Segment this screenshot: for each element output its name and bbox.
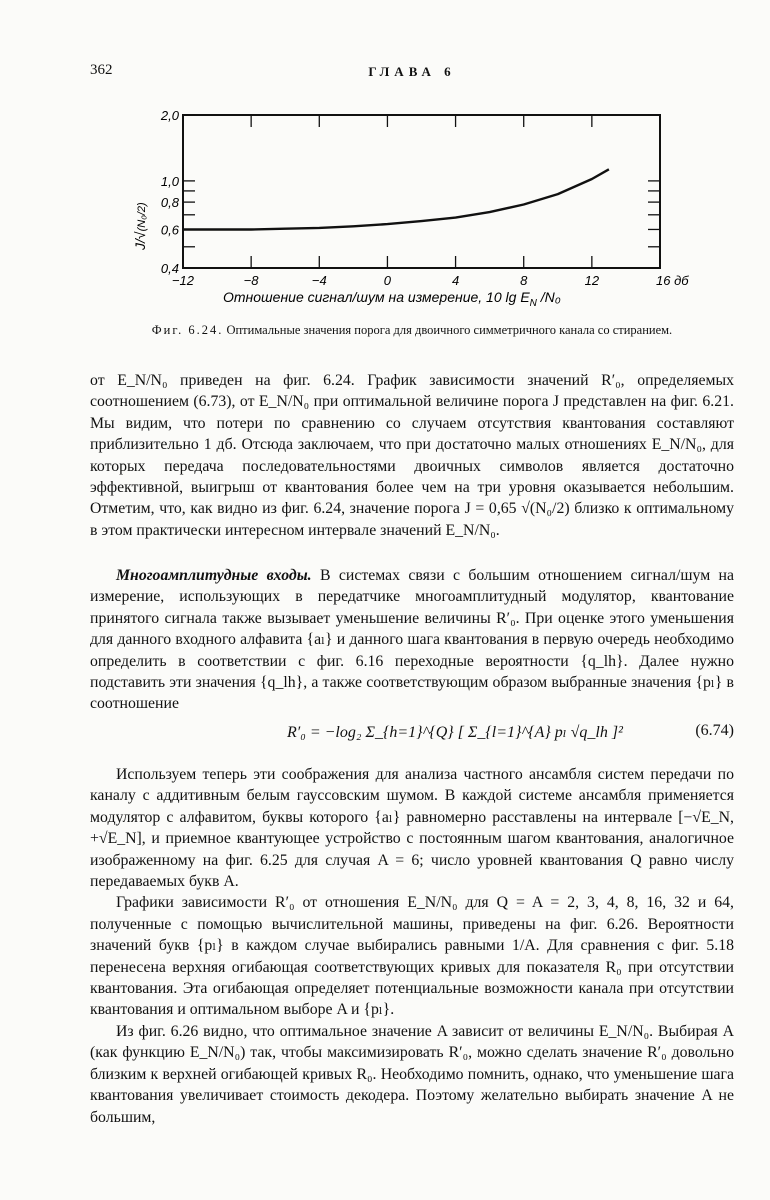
section-heading: Многоамплитудные входы. xyxy=(116,567,312,584)
y-axis-label xyxy=(132,202,148,251)
figure-caption-text: Оптимальные значения порога для двоичного симметричного канала со стиранием. xyxy=(226,323,673,337)
plot-frame xyxy=(183,115,660,268)
equation-6-74 xyxy=(90,714,734,758)
y-tick-label: 0,6 xyxy=(160,222,179,238)
x-tick-label: 4 xyxy=(451,273,460,288)
x-tick-label: 0 xyxy=(383,273,392,288)
x-tick-label: −4 xyxy=(311,273,327,288)
chapter-title: ГЛАВА 6 xyxy=(368,64,456,79)
paragraph-1 xyxy=(90,370,734,541)
paragraph-5: Из фиг. 6.26 видно, что оптимальное значение A зависит от величины E_N/N₀. Выбирая A (как функцию E_N/N₀) так, чтобы максимизировать R′₀, можно сделать значение R′₀ довольно близким к верхней огибающей кривых R₀. Необходимо помнить, однако, что уменьшение шага квантования увеличивает стоимость декодера. Поэтому желательно выбирать значение A не большим, xyxy=(90,1022,734,1126)
paragraph-1-text: от E_N/N₀ приведен на фиг. 6.24. График зависимости значений R′₀, определяемых соотношением (6.73), от E_N/N₀ при оптимальной величине порога J представлен на фиг. 6.21. Мы видим, что потери по сравнению со случаем отсутствия квантования составляют приблизительно 1 дб. Отсюда заключаем, что при достаточно малых отношениях E_N/N₀, для которых передача последовательностями двоичных символов является достаточно эффективной, выигрыш от квантования более чем на три уровня оказывается небольшим. Отметим, что, как видно из фиг. 6.24, значение порога J = 0,65 √(N₀/2) близко к оптимальному в этом практически интересном интервале значений E_N/N₀. xyxy=(90,372,734,539)
y-tick-label: 0,4 xyxy=(160,261,179,276)
x-tick-label: −8 xyxy=(243,273,259,288)
paragraph-2-text: В системах связи с большим отношением сигнал/шум на измерение, использующих в передатчике многоамплитудный модулятор, квантование принятого сигнала также вызывает уменьшение величины R′₀. При оценке этого уменьшения для данного входного алфавита {aₗ} и данного шага квантования в первую очередь необходимо определить в соответствии с фиг. 6.16 переходные вероятности {q_lh}. Далее нужно подставить эти значения {q_lh}, а также соответствующим образом выбранные значения {pₗ} в соотношение xyxy=(90,567,735,713)
svg-text:Отношение сигнал/шум на измере: Отношение сигнал/шум на измерение, 10 $\lg E_N$ /N₀ xyxy=(223,289,561,309)
x-tick-label: 8 xyxy=(520,273,528,288)
paragraph-2 xyxy=(90,565,734,715)
x-tick-label: 12 xyxy=(584,273,600,288)
figure-caption xyxy=(90,322,734,338)
y-tick-label: 2,0 xyxy=(160,108,179,123)
x-tick-label: 16 дб xyxy=(656,273,689,288)
paragraph-3: Используем теперь эти соображения для анализа частного ансамбля систем передачи по каналу с аддитивным белым гауссовским шумом. В каждой системе ансамбля применяется модулятор с алфавитом, буквы которого {aₗ} равномерно расставлены на интервале [−√E_N, +√E_N], и приемное квантующее устройство с постоянным шагом квантования, аналогичное изображенному на фиг. 6.25 для случая A = 6; число уровней квантования Q равно числу передаваемых букв A. xyxy=(90,766,734,891)
series-line xyxy=(183,169,609,229)
paragraph-4: Графики зависимости R′₀ от отношения E_N/N₀ для Q = A = 2, 3, 4, 8, 16, 32 и 64, полученные с помощью вычислительной машины, приведены на фиг. 6.26. Вероятности значений букв {pₗ} в каждом случае выбирались равными 1/A. Для сравнения с фиг. 5.18 перенесена верхняя огибающая соответствующих кривых для показателя R₀ при отсутствии квантования. Эта огибающая определяет потенциальные возможности канала при отсутствии квантования и оптимальном выборе A и {pₗ}. xyxy=(90,894,734,1019)
y-tick-label: 1,0 xyxy=(160,173,179,189)
page-header xyxy=(90,62,734,84)
x-tick-label: −12 xyxy=(171,273,195,288)
y-tick-label: 0,8 xyxy=(160,195,179,211)
svg-text:J/√(N₀/2): J/√(N₀/2) xyxy=(132,202,148,250)
x-axis-label xyxy=(223,289,561,309)
paragraph-group xyxy=(90,764,734,1128)
figure-caption-label: Фиг. 6.24. xyxy=(151,323,224,337)
equation-number: (6.74) xyxy=(695,722,734,739)
page-number: 362 xyxy=(90,62,113,78)
figure-6-24-chart xyxy=(115,100,689,315)
equation-expression: R′₀ = −log₂ Σ_{h=1}^{Q} [ Σ_{l=1}^{A} pₗ √q_lh ]² xyxy=(287,724,623,741)
